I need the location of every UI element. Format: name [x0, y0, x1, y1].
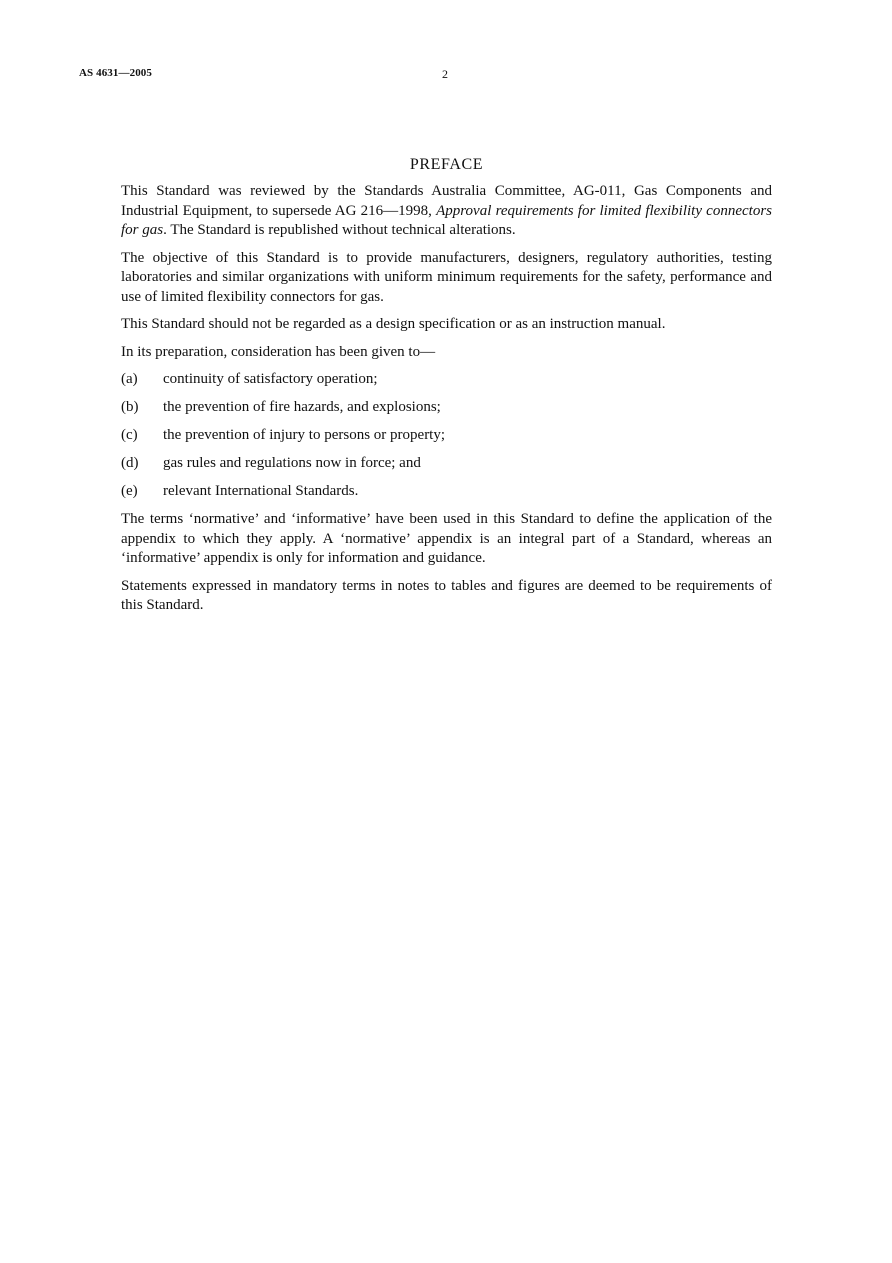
- list-item-marker: (a): [121, 371, 138, 387]
- preface-title: PREFACE: [409, 156, 484, 173]
- list-item: [121, 370, 772, 390]
- preface-paragraph-normative-informative: The terms ‘normative’ and ‘informative’ have been used in this Standard to define the application of the appendix to which they apply. A ‘normative’ appendix is an integral part of a Standard, whereas an ‘informative’ appendix is only for information and guidance.: [121, 511, 772, 566]
- preface-section: [121, 156, 772, 616]
- list-item: [121, 482, 772, 502]
- preface-paragraph-mandatory-terms: Statements expressed in mandatory terms in notes to tables and figures are deemed to be requirements of this Standard.: [121, 577, 772, 613]
- list-item: [121, 426, 772, 446]
- review-text-start: This Standard was reviewed by the Standards Australia Committee, AG-011, Gas Components and Industrial Equipment, to supersede AG 216—1998,: [121, 183, 772, 219]
- preface-paragraph-objective: The objective of this Standard is to provide manufacturers, designers, regulatory authorities, testing laboratories and similar organizations with uniform minimum requirements for the safety, performance and use of limited flexibility connectors for gas.: [121, 249, 772, 305]
- considerations-list: [121, 370, 772, 502]
- list-item: [121, 454, 772, 474]
- preface-paragraph-considerations-intro: In its preparation, consideration has been given to—: [121, 343, 436, 360]
- list-item-text: gas rules and regulations now in force; and: [163, 455, 421, 471]
- list-item: [121, 398, 772, 418]
- page-number: 2: [442, 67, 448, 81]
- list-item-text: relevant International Standards.: [163, 483, 359, 499]
- preface-paragraph-review: [121, 182, 772, 241]
- superseded-standard-title: Approval requirements for limited flexibility connectors for gas: [121, 202, 772, 238]
- list-item-text: continuity of satisfactory operation;: [163, 371, 378, 387]
- list-item-marker: (c): [121, 427, 138, 443]
- list-item-marker: (d): [121, 455, 139, 471]
- preface-paragraph-disclaimer: This Standard should not be regarded as a design specification or as an instruction manual.: [121, 316, 666, 332]
- review-text-end: . The Standard is republished without technical alterations.: [163, 222, 516, 238]
- list-item-text: the prevention of injury to persons or property;: [163, 427, 446, 443]
- list-item-text: the prevention of fire hazards, and explosions;: [163, 399, 441, 415]
- standard-code: AS 4631—2005: [79, 67, 153, 79]
- list-item-marker: (e): [121, 483, 138, 499]
- list-item-marker: (b): [121, 399, 139, 415]
